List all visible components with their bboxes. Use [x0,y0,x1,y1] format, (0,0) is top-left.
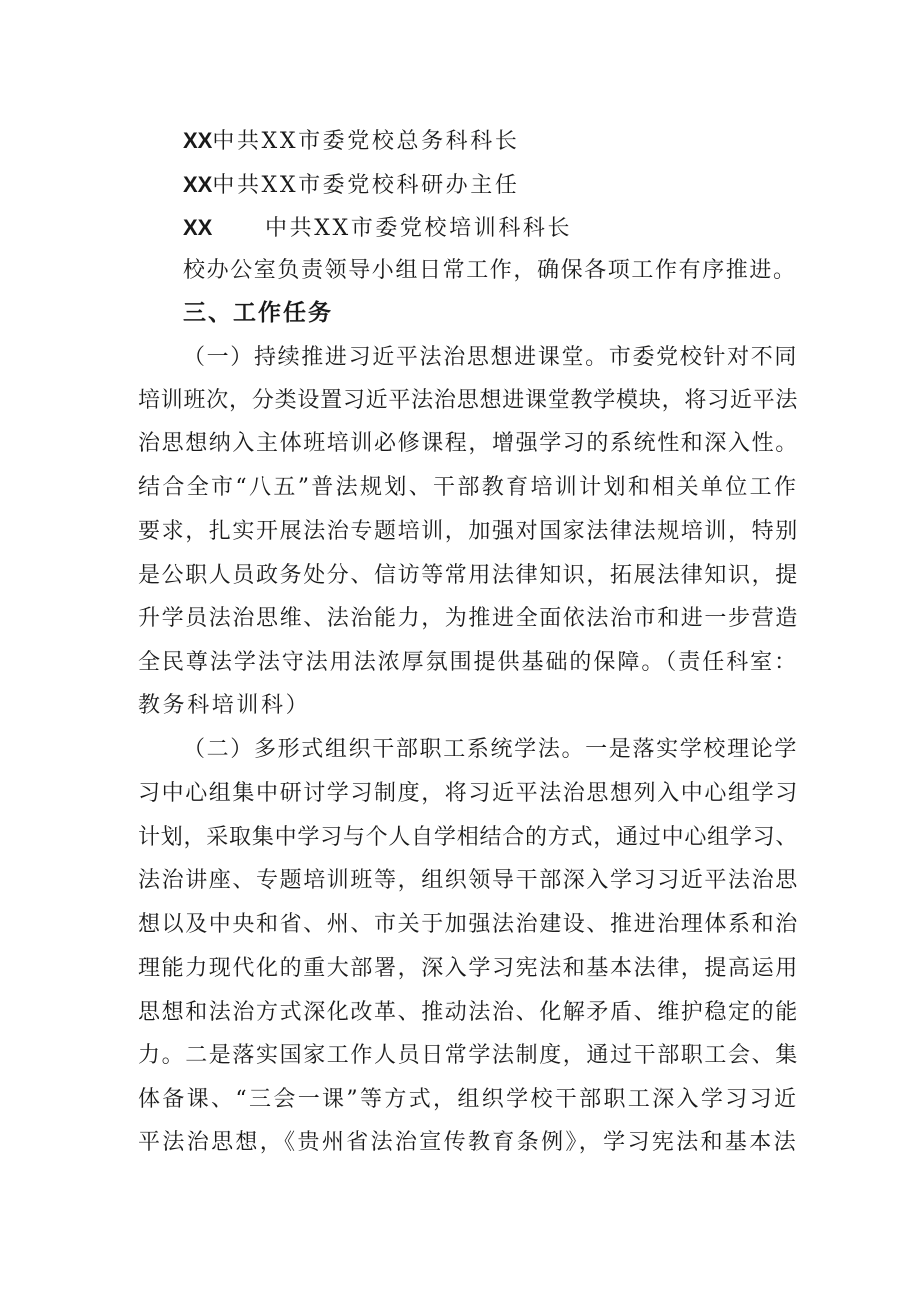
paragraph-line: （一）持续推进习近平法治思想进课堂。市委党校针对不同 [183,345,798,370]
paragraph-line: 力。二是落实国家工作人员日常学法制度，通过干部职工会、集 [138,1043,799,1068]
member-row [183,126,519,157]
paragraph-line: 法治讲座、专题培训班等，组织领导干部深入学习习近平法治思 [138,868,799,893]
paragraph-line: 平法治思想，《贵州省法治宣传教育条例》，学习宪法和基本法 [138,1130,798,1155]
paragraph-line: 习中心组集中研讨学习制度，将习近平法治思想列入中心组学习 [138,781,799,806]
paragraph-line: 是公职人员政务处分、信访等常用法律知识，拓展法律知识，提 [138,563,799,588]
section-heading: 三、工作任务 [183,300,333,326]
paragraph-line: 要求，扎实开展法治专题培训，加强对国家法律法规培训，特别 [138,519,799,544]
member-row [183,170,519,201]
office-note: 校办公室负责领导小组日常工作，确保各项工作有序推进。 [183,258,797,283]
paragraph-line: 计划，采取集中学习与个人自学相结合的方式，通过中心组学习、 [138,825,798,850]
paragraph-line: （二）多形式组织干部职工系统学法。一是落实学校理论学 [183,737,798,762]
paragraph-line: 治思想纳入主体班培训必修课程，增强学习的系统性和深入性。 [138,431,799,456]
member-name: XX [183,172,213,197]
member-row [183,213,572,244]
paragraph-line: 体备课、“三会一课”等方式，组织学校干部职工深入学习习近 [138,1087,799,1112]
paragraph-line: 全民尊法学法守法用法浓厚氛围提供基础的保障。（责任科室： [138,650,798,675]
member-title: 中共XX市委党校科研办主任 [212,173,520,198]
member-name: XX [183,128,213,153]
paragraph-line: 教务科培训科） [138,693,311,718]
paragraph-line: 培训班次，分类设置习近平法治思想进课堂教学模块，将习近平法 [138,388,798,413]
paragraph-line: 想以及中央和省、州、市关于加强法治建设、推进治理体系和治 [138,912,799,937]
paragraph-line: 理能力现代化的重大部署，深入学习宪法和基本法律，提高运用 [138,956,799,981]
member-name: XX [183,215,213,240]
member-title: 中共XX市委党校培训科科长 [265,216,573,241]
paragraph-line: 思想和法治方式深化改革、推动法治、化解矛盾、维护稳定的能 [138,1000,799,1025]
paragraph-line: 结合全市“八五”普法规划、干部教育培训计划和相关单位工作 [138,475,799,500]
member-title: 中共XX市委党校总务科科长 [212,129,520,154]
paragraph-line: 升学员法治思维、法治能力，为推进全面依法治市和进一步营造 [138,606,799,631]
